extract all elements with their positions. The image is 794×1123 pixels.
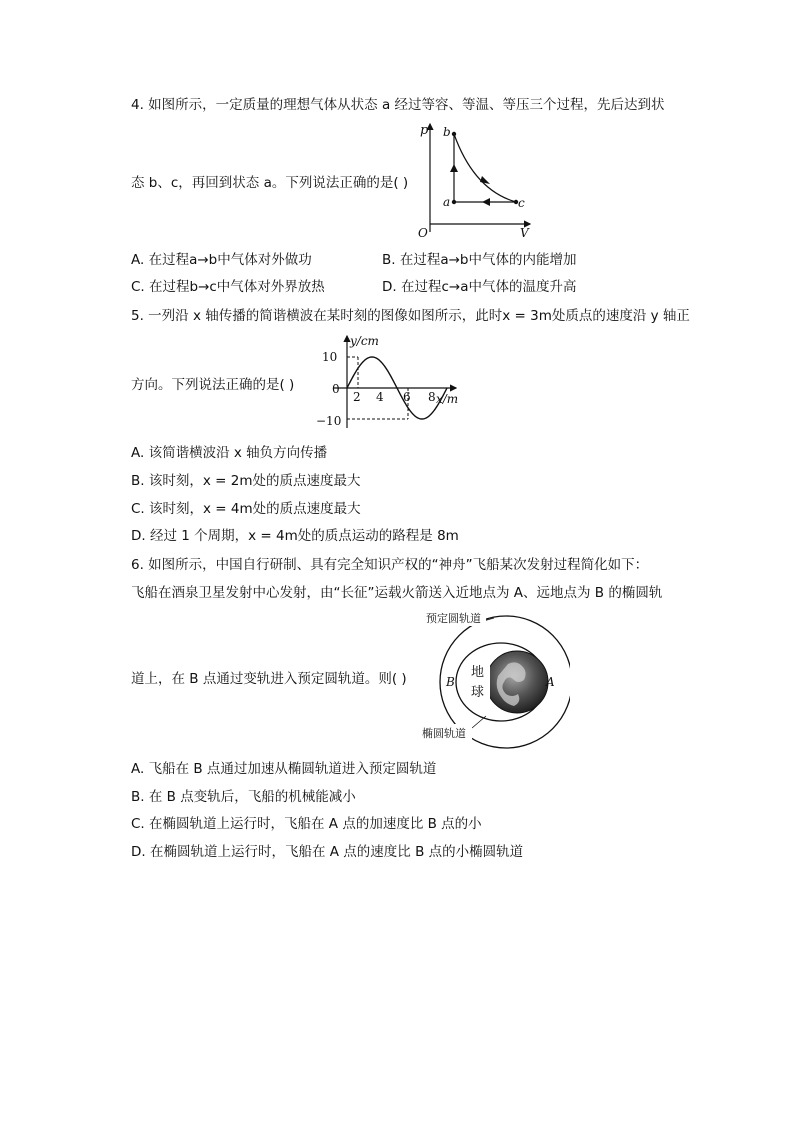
q4-origin-label: O [418, 226, 428, 238]
q6-ellipse-leader [472, 716, 486, 728]
q4-option-b: B. 在过程a→b中气体的内能增加 [382, 252, 577, 268]
q4-path-bc [454, 134, 516, 202]
q4-arrow-bc [480, 176, 490, 184]
q5-x-label: x/m [436, 392, 459, 406]
q4-label-c: c [518, 196, 525, 210]
q6-point-a-label: A [546, 675, 555, 689]
q4-arrow-ab [450, 164, 458, 172]
q4-arrow-ca [482, 198, 490, 206]
q4-label-b: b [443, 125, 451, 139]
q5-ytick-10: 10 [322, 350, 338, 364]
q5-ytick-neg10: −10 [316, 414, 342, 428]
q5-stem-line1: 5. 一列沿 x 轴传播的简谐横波在某时刻的图像如图所示，此时x = 3m处质点的速度沿 y 轴正 [131, 308, 690, 324]
q5-y-label: y/cm [350, 334, 379, 348]
q6-option-c: C. 在椭圆轨道上运行时，飞船在 A 点的加速度比 B 点的小 [131, 816, 482, 832]
q5-xtick-8: 8 [428, 390, 436, 404]
q4-option-c: C. 在过程b→c中气体对外界放热 [131, 279, 325, 295]
q6-option-d: D. 在椭圆轨道上运行时，飞船在 A 点的速度比 B 点的小椭圆轨道 [131, 844, 524, 860]
q4-pv-diagram [412, 120, 534, 238]
q5-xtick-2: 2 [353, 390, 361, 404]
q6-stem-line3: 道上，在 B 点通过变轨进入预定圆轨道。则( ) [131, 671, 407, 687]
q5-xtick-6: 6 [403, 390, 411, 404]
q6-stem-line1: 6. 如图所示，中国自行研制、具有完全知识产权的“神舟”飞船某次发射过程简化如下： [131, 557, 649, 573]
q5-option-b: B. 该时刻，x = 2m处的质点速度最大 [131, 473, 361, 489]
q5-stem-line2: 方向。下列说法正确的是( ) [131, 377, 295, 393]
q6-orbit-diagram [410, 608, 570, 750]
q6-stem-line2: 飞船在酒泉卫星发射中心发射，由“长征”运载火箭送入近地点为 A、远地点为 B 的椭圆轨 [131, 585, 663, 601]
q6-earth-char2: 球 [471, 685, 485, 700]
q4-stem-line2: 态 b、c，再回到状态 a。下列说法正确的是( ) [131, 175, 409, 191]
q5-ytick-0: 0 [332, 382, 340, 396]
q4-option-d: D. 在过程c→a中气体的温度升高 [382, 279, 577, 295]
q5-option-d: D. 经过 1 个周期，x = 4m处的质点运动的路程是 8m [131, 528, 459, 544]
q4-option-a: A. 在过程a→b中气体对外做功 [131, 252, 312, 268]
q5-option-c: C. 该时刻，x = 4m处的质点速度最大 [131, 501, 361, 517]
q4-axis-p-label: p [420, 123, 429, 138]
q4-label-a: a [443, 195, 451, 209]
q6-option-b: B. 在 B 点变轨后，飞船的机械能减小 [131, 789, 356, 805]
q6-ellipse-label: 椭圆轨道 [422, 727, 466, 740]
q6-circle-label: 预定圆轨道 [426, 612, 481, 625]
q5-xtick-4: 4 [376, 390, 384, 404]
q5-wave-diagram [314, 332, 464, 430]
q4-point-b [452, 132, 456, 136]
q6-point-b-label: B [446, 675, 455, 689]
q4-axis-v-label: V [520, 226, 529, 238]
q6-earth-char1: 地 [471, 665, 485, 680]
q5-option-a: A. 该简谐横波沿 x 轴负方向传播 [131, 445, 328, 461]
q6-option-a: A. 飞船在 B 点通过加速从椭圆轨道进入预定圆轨道 [131, 761, 437, 777]
q4-stem-line1: 4. 如图所示，一定质量的理想气体从状态 a 经过等容、等温、等压三个过程，先后达到状 [131, 97, 665, 113]
q4-point-a [452, 200, 456, 204]
